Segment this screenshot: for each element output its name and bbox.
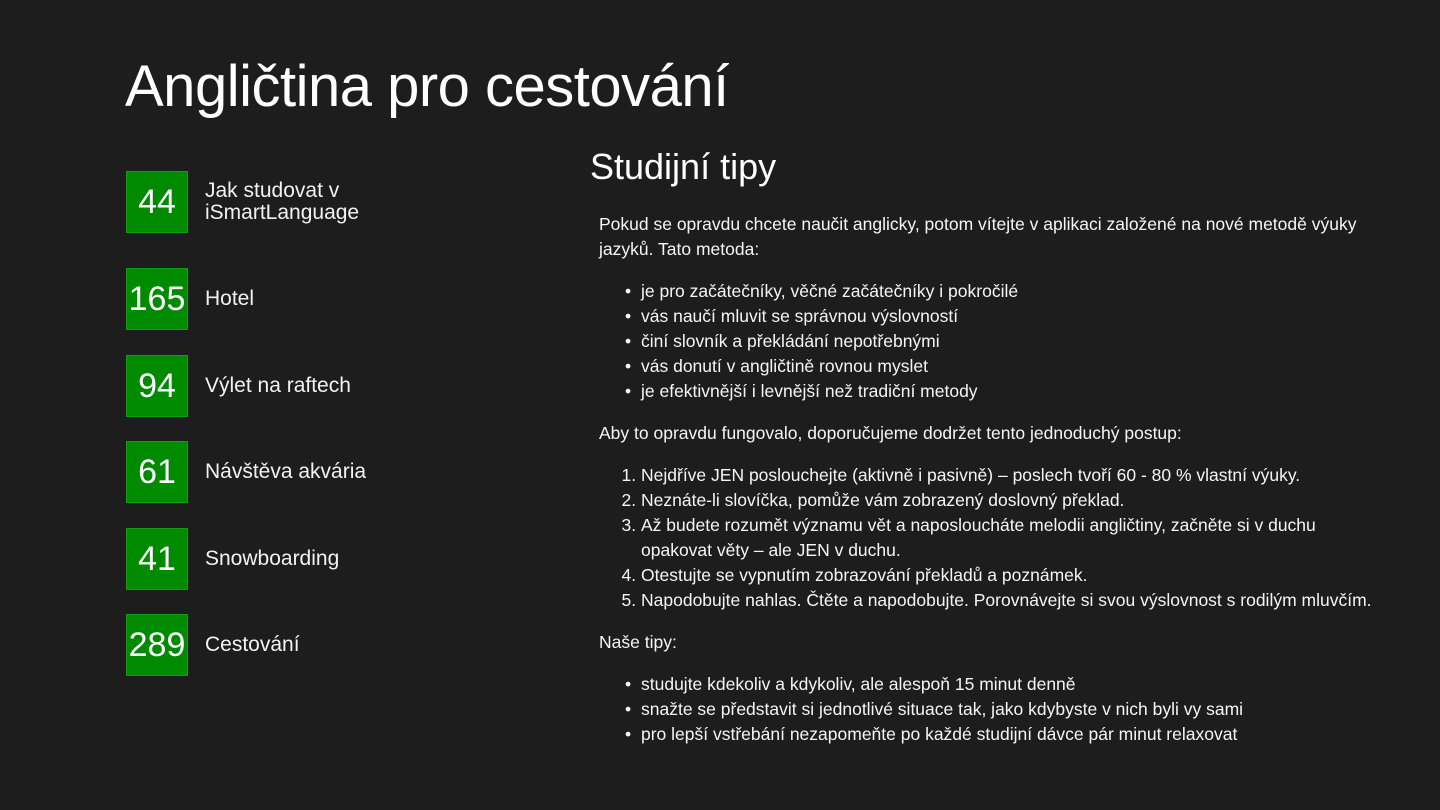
- topic-label: Jak studovat v iSmartLanguage: [205, 179, 360, 224]
- procedure-intro: Aby to opravdu fungovalo, doporučujeme dodržet tento jednoduchý postup:: [599, 423, 1182, 443]
- list-item: • vás donutí v angličtině rovnou myslet: [641, 354, 1380, 379]
- topic-item-snowboarding[interactable]: [126, 528, 546, 590]
- topic-label: Snowboarding: [205, 547, 340, 570]
- topic-label: Cestování: [205, 633, 300, 656]
- topic-label: Hotel: [205, 287, 255, 310]
- list-item: • je pro začátečníky, věčné začátečníky i pokročilé: [641, 279, 1380, 304]
- list-item: • vás naučí mluvit se správnou výslovností: [641, 304, 1380, 329]
- list-item: • činí slovník a překládání nepotřebnými: [641, 329, 1380, 354]
- list-item: 3. Až budete rozumět významu vět a naposloucháte melodii angličtiny, začněte si v duchu opakovat věty – ale JEN v duchu.: [641, 513, 1380, 563]
- intro-paragraph: Pokud se opravdu chcete naučit anglicky, potom vítejte v aplikaci založené na nové metodě výuky jazyků. Tato metoda:: [599, 214, 1357, 259]
- list-item: 5. Napodobujte nahlas. Čtěte a napodobujte. Porovnávejte si svou výslovnost s rodilým mluvčím.: [641, 588, 1380, 613]
- list-item: • snažte se představit si jednotlivé situace tak, jako kdybyste v nich byli vy sami: [641, 697, 1380, 722]
- list-item: • je efektivnější i levnější než tradiční metody: [641, 379, 1380, 404]
- tips-list: [599, 672, 1380, 747]
- list-item: 4. Otestujte se vypnutím zobrazování překladů a poznámek.: [641, 563, 1380, 588]
- topic-label: Návštěva akvária: [205, 460, 367, 483]
- list-item: • pro lepší vstřebání nezapomeňte po každé studijní dávce pár minut relaxovat: [641, 722, 1380, 747]
- topic-count-badge: 41: [126, 528, 188, 590]
- topic-count-badge: 94: [126, 355, 188, 417]
- topic-count-badge: 165: [126, 268, 188, 330]
- list-item: • studujte kdekoliv a kdykoliv, ale alespoň 15 minut denně: [641, 672, 1380, 697]
- procedure-list: [599, 463, 1380, 613]
- topic-item-navsteva-akvaria[interactable]: [126, 441, 546, 503]
- topic-item-hotel[interactable]: [126, 268, 546, 330]
- topic-item-jak-studovat[interactable]: [126, 171, 546, 233]
- list-item: 1. Nejdříve JEN poslouchejte (aktivně i pasivně) – poslech tvoří 60 - 80 % vlastní výuky.: [641, 463, 1380, 488]
- section-heading: Studijní tipy: [590, 146, 777, 187]
- tips-intro: Naše tipy:: [599, 632, 677, 652]
- study-tips-text: [590, 212, 1380, 747]
- topic-count-badge: 61: [126, 441, 188, 503]
- topic-item-vylet-na-raftech[interactable]: [126, 355, 546, 417]
- list-item: 2. Neznáte-li slovíčka, pomůže vám zobrazený doslovný překlad.: [641, 488, 1380, 513]
- topic-count-badge: 289: [126, 614, 188, 676]
- topic-label: Výlet na raftech: [205, 374, 351, 397]
- topic-item-cestovani[interactable]: [126, 614, 546, 676]
- topic-count-badge: 44: [126, 171, 188, 233]
- study-tips-panel: [590, 144, 1380, 764]
- method-list: [599, 279, 1380, 404]
- app-title: Angličtina pro cestování: [125, 54, 729, 119]
